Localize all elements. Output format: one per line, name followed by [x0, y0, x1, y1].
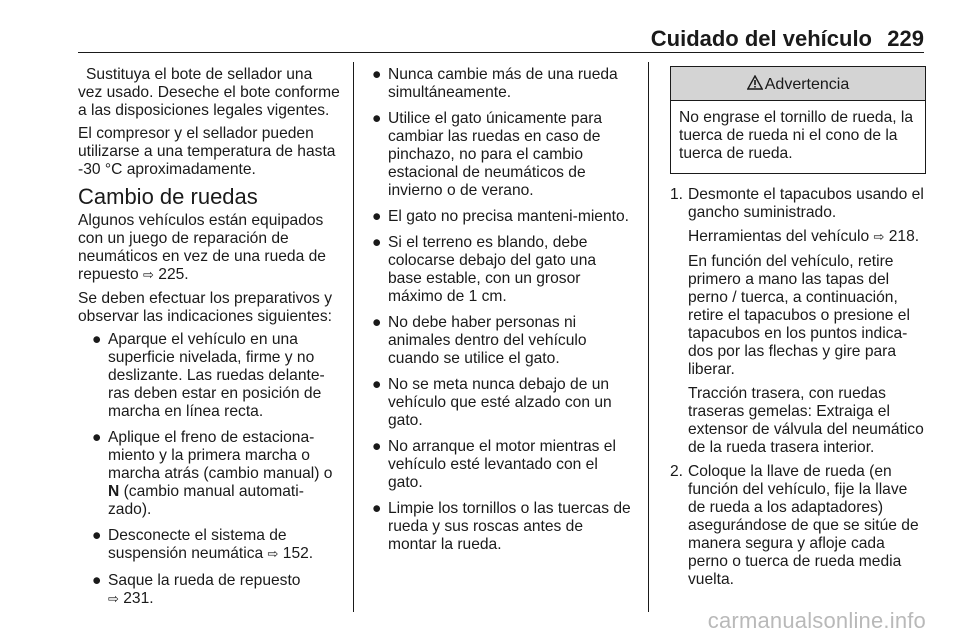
- column-2: [364, 66, 634, 562]
- step-paragraph: [688, 228, 926, 247]
- step-number: 2.: [670, 463, 684, 480]
- step-item: [670, 186, 926, 457]
- list-item-text: Desconecte el sistema de suspensión neumática: [108, 527, 287, 562]
- list-item-text: No debe haber personas ni animales dentro del vehículo cuando se utilice el gato.: [388, 314, 587, 367]
- preparation-list: [78, 331, 340, 609]
- list-item-text: Nunca cambie más de una rueda simultáneamente.: [388, 66, 618, 101]
- watermark: carmanualsonline.info: [707, 608, 926, 633]
- list-item-text: Limpie los tornillos o las tuercas de rueda y sus roscas antes de montar la rueda.: [388, 500, 631, 553]
- list-item: [78, 331, 340, 421]
- column-divider: [353, 62, 354, 612]
- list-item: [364, 376, 634, 430]
- column-divider: [648, 62, 649, 612]
- safety-list: [364, 66, 634, 554]
- section-paragraph-text: Algunos vehículos están equipados con un juego de reparación de neumáticos en vez de una rueda de repuesto: [78, 212, 326, 283]
- list-item: [78, 572, 340, 609]
- bullet-icon: ●: [372, 66, 382, 83]
- bullet-icon: ●: [92, 572, 102, 589]
- list-item-text: El gato no precisa manteni-miento.: [388, 208, 629, 225]
- header-rule: [78, 52, 924, 53]
- page-ref-arrow-icon: ⇨: [143, 268, 154, 283]
- list-item: [364, 438, 634, 492]
- list-item-text: No arranque el motor mientras el vehículo esté levantado con el gato.: [388, 438, 616, 491]
- step-paragraph: Coloque la llave de rueda (en función del vehículo, fije la llave de rueda a los adaptadores) asegurándose de que se sitúe de manera segura y afloje cada perno o tuerca de rueda media vuelta.: [688, 463, 919, 588]
- list-item-text: Si el terreno es blando, debe colocarse debajo del gato una base estable, con un grosor máximo de 1 cm.: [388, 234, 597, 305]
- intro-paragraph: El compresor y el sellador pueden utilizarse a una temperatura de hasta -30 °C aproximadamente.: [78, 125, 336, 178]
- list-item: [364, 314, 634, 368]
- intro-paragraph: Sustituya el bote de sellador una vez usado. Deseche el bote conforme a las disposiciones legales vigentes.: [78, 66, 340, 119]
- step-paragraph: Desmonte el tapacubos usando el gancho suministrado.: [688, 186, 924, 221]
- warning-text: No engrase el tornillo de rueda, la tuerca de rueda ni el cono de la tuerca de rueda.: [679, 109, 914, 162]
- bullet-icon: ●: [372, 376, 382, 393]
- page-ref: 152.: [282, 545, 314, 562]
- steps-list: [670, 186, 926, 589]
- list-item: [78, 527, 340, 564]
- list-item: [364, 234, 634, 306]
- step-paragraph-text: Herramientas del vehículo: [688, 228, 870, 245]
- list-item-text: Aparque el vehículo en una superficie nivelada, firme y no deslizante. Las ruedas delante-ras deben estar en posición de marcha en línea recta.: [108, 331, 325, 420]
- gear-label: N: [108, 483, 120, 500]
- section-paragraph: [78, 212, 340, 285]
- column-1: [78, 66, 340, 617]
- step-paragraph: En función del vehículo, retire primero a mano las tapas del perno / tuerca, a continuación, retire el tapacubos o presione el tapacubos en los puntos indica-dos por las flechas y gire para liberar.: [688, 253, 910, 378]
- list-item-text: Saque la rueda de repuesto: [108, 572, 301, 589]
- warning-title: Advertencia: [764, 76, 850, 93]
- header-title: Cuidado del vehículo: [650, 26, 872, 51]
- page-ref: 231.: [123, 590, 154, 607]
- list-item: [364, 500, 634, 554]
- step-item: [670, 463, 926, 589]
- warning-header: [671, 67, 925, 101]
- list-item: [364, 208, 634, 226]
- list-item: [364, 66, 634, 102]
- list-item-text: No se meta nunca debajo de un vehículo que esté alzado con un gato.: [388, 376, 612, 429]
- list-item-text: (cambio manual automati-zado).: [108, 483, 304, 518]
- bullet-icon: ●: [92, 331, 102, 348]
- page-ref-arrow-icon: ⇨: [108, 592, 119, 607]
- section-title: Cambio de ruedas: [78, 184, 258, 209]
- bullet-icon: ●: [372, 234, 382, 251]
- page-ref: 218.: [888, 228, 920, 245]
- step-number: 1.: [670, 186, 684, 203]
- section-paragraph: Se deben efectuar los preparativos y observar las indicaciones siguientes:: [78, 290, 332, 325]
- list-item: [78, 429, 340, 519]
- bullet-icon: ●: [92, 527, 102, 544]
- bullet-icon: ●: [372, 500, 382, 517]
- warning-box: [670, 66, 926, 174]
- bullet-icon: ●: [372, 438, 382, 455]
- warning-icon: [747, 75, 763, 90]
- column-3: [670, 66, 926, 595]
- bullet-icon: ●: [372, 110, 382, 127]
- bullet-icon: ●: [372, 208, 382, 225]
- page-ref-arrow-icon: ⇨: [873, 230, 885, 245]
- list-item-text: Utilice el gato únicamente para cambiar las ruedas en caso de pinchazo, no para el cambio estacional de neumáticos de invierno o de verano.: [388, 110, 603, 199]
- bullet-icon: ●: [92, 429, 102, 446]
- page-ref-arrow-icon: ⇨: [267, 547, 279, 562]
- list-item: [364, 110, 634, 200]
- list-item-text: Aplique el freno de estaciona-miento y la primera marcha o marcha atrás (cambio manual) o: [108, 429, 333, 482]
- page-ref: 225.: [158, 266, 189, 283]
- step-paragraph: Tracción trasera, con ruedas traseras gemelas: Extraiga el extensor de válvula del neumático de la rueda trasera interior.: [688, 385, 924, 456]
- page-number: 229: [887, 26, 924, 51]
- bullet-icon: ●: [372, 314, 382, 331]
